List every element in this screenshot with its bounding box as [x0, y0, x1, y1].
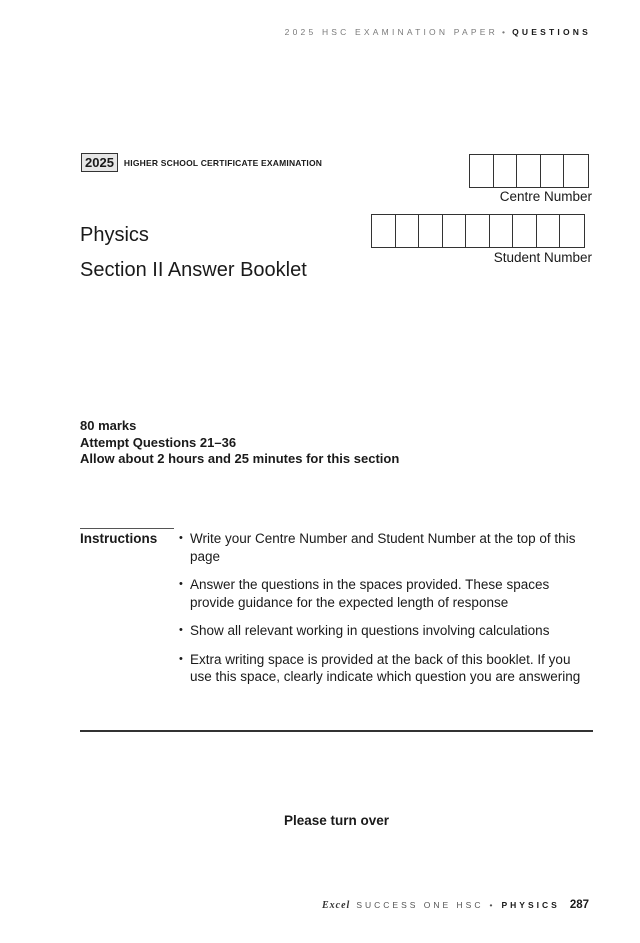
section-divider: [80, 730, 593, 732]
instruction-text: Extra writing space is provided at the back of this booklet. If you use this space, clearly indicate which question you are answering: [190, 651, 581, 684]
marks-total: 80 marks: [80, 418, 137, 433]
student-number-digit-box[interactable]: [419, 215, 443, 247]
footer-subject: PHYSICS: [501, 900, 560, 910]
running-header-left: 2025 HSC EXAMINATION PAPER: [284, 27, 498, 37]
running-footer: [322, 899, 589, 911]
student-number-label: Student Number: [493, 250, 592, 265]
turn-over-note: Please turn over: [283, 813, 390, 828]
bullet-icon: •: [179, 624, 183, 636]
subject-title: Physics: [80, 224, 149, 246]
centre-number-digit-box[interactable]: [541, 155, 565, 187]
student-number-digit-box[interactable]: [513, 215, 537, 247]
student-number-digit-box[interactable]: [443, 215, 467, 247]
instruction-text: Write your Centre Number and Student Number at the top of this page: [190, 531, 576, 564]
centre-number-digit-box[interactable]: [494, 155, 518, 187]
instructions-list: [179, 530, 594, 697]
instruction-item: [179, 622, 594, 640]
page-number: 287: [569, 899, 589, 911]
time-allowance: Allow about 2 hours and 25 minutes for this section: [80, 451, 400, 466]
exam-title: HIGHER SCHOOL CERTIFICATE EXAMINATION: [123, 157, 323, 168]
student-number-digit-box[interactable]: [490, 215, 514, 247]
footer-separator: •: [489, 900, 496, 910]
bullet-icon: •: [179, 532, 183, 544]
running-header: [285, 27, 591, 37]
marks-info: [80, 418, 399, 468]
booklet-title: Section II Answer Booklet: [80, 259, 307, 281]
footer-brand: Excel: [321, 900, 351, 911]
instruction-text: Show all relevant working in questions involving calculations: [190, 623, 550, 638]
student-number-digit-box[interactable]: [372, 215, 396, 247]
exam-year-badge: 2025: [81, 153, 118, 172]
exam-heading: [81, 153, 322, 172]
student-number-digit-box[interactable]: [560, 215, 584, 247]
centre-number-digit-box[interactable]: [470, 155, 494, 187]
centre-number-label: Centre Number: [499, 189, 592, 204]
centre-number-digit-box[interactable]: [564, 155, 588, 187]
bullet-icon: •: [179, 652, 183, 665]
student-number-digit-box[interactable]: [396, 215, 420, 247]
centre-number-digit-box[interactable]: [517, 155, 541, 187]
instruction-item: [179, 651, 594, 686]
instruction-item: [179, 576, 594, 611]
instruction-item: [179, 530, 594, 565]
student-number-digit-box[interactable]: [466, 215, 490, 247]
instruction-text: Answer the questions in the spaces provided. These spaces provide guidance for the expected length of response: [190, 577, 550, 610]
student-number-digit-box[interactable]: [537, 215, 561, 247]
attempt-questions: Attempt Questions 21–36: [80, 434, 237, 450]
instructions-rule: [80, 528, 174, 529]
centre-number-boxes[interactable]: [469, 154, 589, 188]
student-number-boxes[interactable]: [371, 214, 585, 248]
footer-series: SUCCESS ONE HSC: [356, 900, 484, 910]
running-header-right: QUESTIONS: [512, 27, 591, 37]
running-header-separator: •: [501, 27, 509, 37]
bullet-icon: •: [179, 578, 183, 590]
instructions-heading: Instructions: [80, 531, 158, 546]
